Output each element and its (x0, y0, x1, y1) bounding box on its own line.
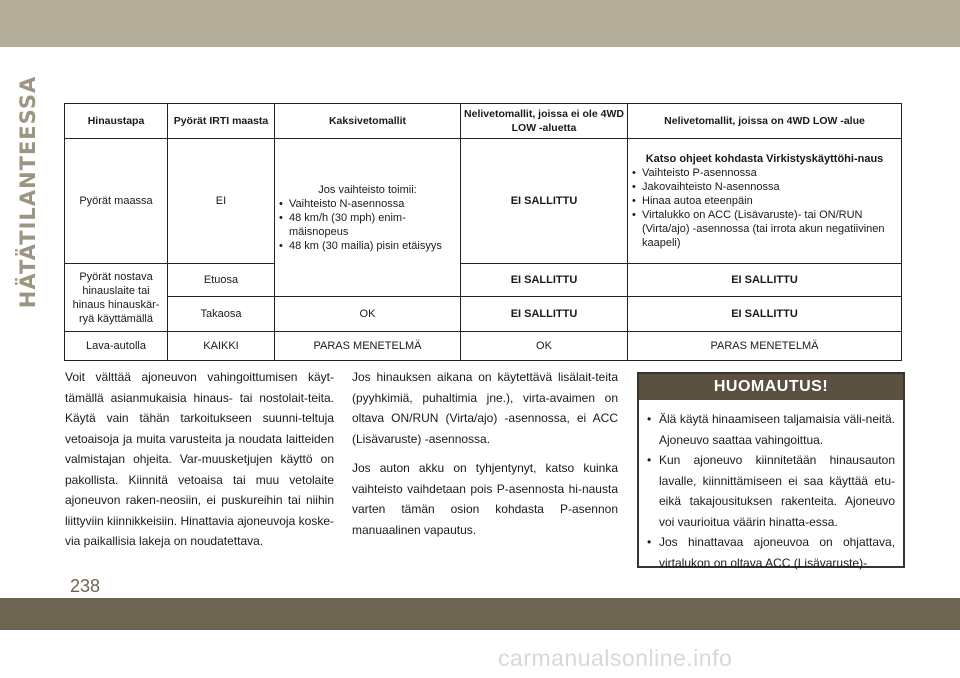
table-row (65, 297, 902, 332)
header-4wd-low: Nelivetomallit, joissa on 4WD LOW -alue (628, 104, 902, 139)
notice-box (637, 372, 905, 568)
header-4wd-no-low: Nelivetomallit, joissa ei ole 4WD LOW -aluetta (461, 104, 628, 139)
cell-2wd-intro: Jos vaihteisto toimii: (318, 183, 417, 196)
list-item: • Vaihteisto P-asennossa (632, 166, 897, 180)
body-column-left (65, 367, 334, 561)
header-wheels-off-ground: Pyörät IRTI maasta (168, 104, 275, 139)
cell-4wd-no-low: OK (461, 332, 628, 361)
list-item: • Hinaa autoa eteenpäin (632, 194, 897, 208)
notice-title: HUOMAUTUS! (639, 374, 903, 400)
side-section-title (6, 75, 50, 309)
cell-4wd-no-low: EI SALLITTU (461, 264, 628, 297)
cell-4wd-low-list (632, 166, 897, 250)
header-band (0, 0, 960, 47)
footer-band (0, 598, 960, 630)
list-item: • Älä käytä hinaamiseen taljamaisia väli-neitä. Ajoneuvo saattaa vahingoittua. (647, 409, 895, 450)
list-item: • Jos hinattavaa ajoneuvoa on ohjattava, virtalukon on oltava ACC (Lisävaruste)- (647, 532, 895, 573)
header-towing-method: Hinaustapa (65, 104, 168, 139)
table-row (65, 332, 902, 361)
cell-2wd-list (279, 197, 456, 253)
body-column-middle (352, 367, 618, 549)
body-paragraph: Jos hinauksen aikana on käytettävä lisälait-teita (pyyhkimiä, puhaltimia jne.), virta-avaimen on oltava ON/RUN (Virta/ajo) -asennossa, ei ACC (Lisävaruste) -asennossa. (352, 370, 618, 446)
cell-4wd-no-low: EI SALLITTU (461, 139, 628, 264)
cell-off-ground: Etuosa (168, 264, 275, 297)
cell-method: Lava-autolla (65, 332, 168, 361)
list-item: • 48 km (30 mailia) pisin etäisyys (279, 239, 456, 253)
cell-method: Pyörät maassa (65, 139, 168, 264)
list-item: • Virtalukko on ACC (Lisävaruste)- tai ON/RUN (Virta/ajo) -asennossa (tai irrota akun negatiivinen kaapeli) (632, 208, 897, 250)
cell-4wd-low-intro: Katso ohjeet kohdasta Virkistyskäyttöhi-naus (645, 153, 884, 165)
body-paragraph: Voit välttää ajoneuvon vahingoittumisen käyt-tämällä asianmukaisia hinaus- tai nostolait-teita. Käytä vain tähän tarkoitukseen suunni-teltuja vetoaisoja ja muita varusteita ja noudata laitteiden valmistajan ohjeita. Var-muusketjujen käyttö on pakollista. Kiinnitä vetoaisa tai muu vetolaite ajoneuvon raken-neosiin, ei puskureihin tai niihin liittyviin kiinnikkeisiin. Hinattavia ajoneuvoja koske-via paikallisia lakeja on noudatettava. (65, 370, 334, 548)
table-row (65, 139, 902, 264)
cell-2wd: PARAS MENETELMÄ (275, 332, 461, 361)
cell-off-ground: EI (168, 139, 275, 264)
cell-2wd-conditions (275, 139, 461, 297)
towing-table (64, 103, 902, 361)
list-item: • 48 km/h (30 mph) enim-mäisnopeus (279, 211, 456, 239)
cell-4wd-low: EI SALLITTU (628, 297, 902, 332)
list-item: • Kun ajoneuvo kiinnitetään hinausauton lavalle, kiinnittämiseen ei saa käyttää etu- eikä takajousituksen rakenteita. Ajoneuvo voi vaurioitua väärin hinatta-essa. (647, 450, 895, 532)
cell-4wd-low: PARAS MENETELMÄ (628, 332, 902, 361)
notice-list (647, 409, 895, 573)
cell-off-ground: KAIKKI (168, 332, 275, 361)
body-paragraph: Jos auton akku on tyhjentynyt, katso kuinka vaihteisto vaihdetaan pois P-asennosta hi-nausta varten tämän osion kohdasta P-asennon manuaalinen vapautus. (352, 461, 618, 537)
header-2wd: Kaksivetomallit (275, 104, 461, 139)
table-row (65, 264, 902, 297)
side-title-text: HÄTÄTILANTEESSA (16, 75, 40, 309)
cell-2wd: OK (275, 297, 461, 332)
watermark-url: carmanualsonline.info (498, 645, 733, 671)
list-item: • Vaihteisto N-asennossa (279, 197, 456, 211)
table-header-row (65, 104, 902, 139)
page-number: 238 (70, 576, 101, 596)
cell-4wd-no-low: EI SALLITTU (461, 297, 628, 332)
cell-4wd-low: EI SALLITTU (628, 264, 902, 297)
cell-method: Pyörät nostava hinauslaite tai hinaus hinauskär-ryä käyttämällä (65, 264, 168, 332)
cell-off-ground: Takaosa (168, 297, 275, 332)
list-item: • Jakovaihteisto N-asennossa (632, 180, 897, 194)
cell-4wd-low-conditions (628, 139, 902, 264)
